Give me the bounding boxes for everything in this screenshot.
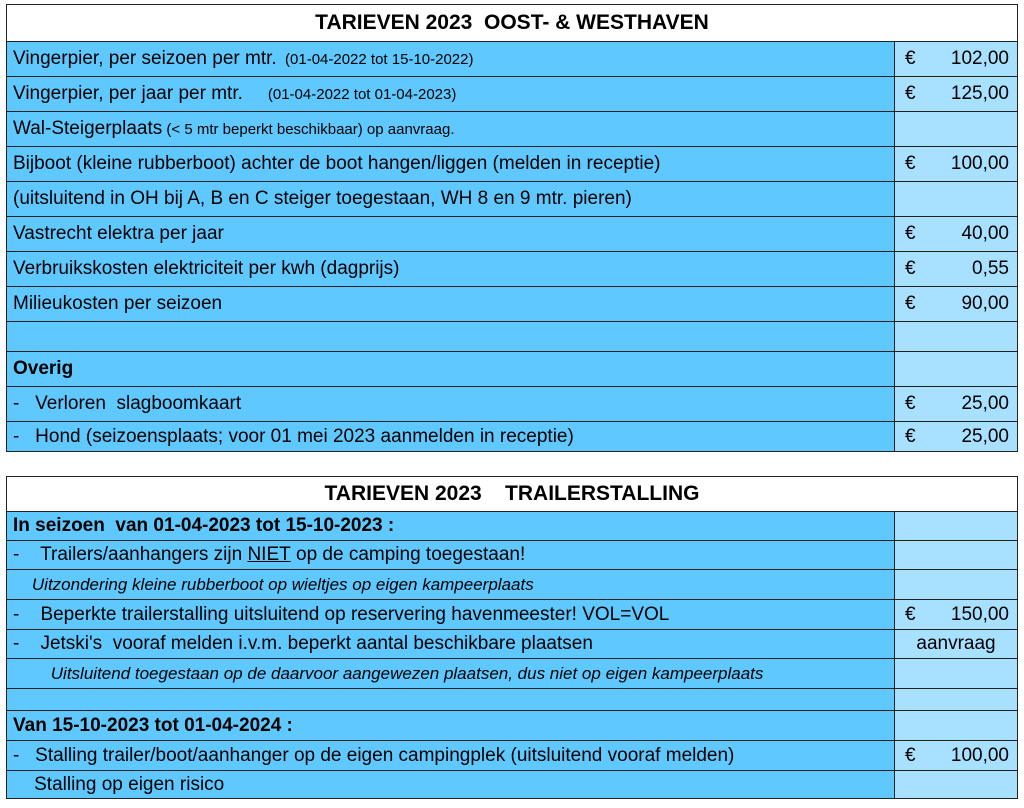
row-description — [7, 570, 895, 599]
currency-symbol: € — [905, 603, 916, 625]
row-description — [7, 182, 895, 216]
row-price — [895, 147, 1017, 181]
table-row — [7, 541, 1017, 570]
row-price — [895, 741, 1017, 770]
table-row — [7, 42, 1017, 77]
row-label: (uitsluitend in OH bij A, B en C steiger toegestaan, WH 8 en 9 mtr. pieren) — [13, 188, 632, 209]
price-amount: 102,00 — [950, 48, 1009, 69]
row-description — [7, 771, 895, 798]
price-amount: 90,00 — [961, 293, 1009, 314]
row-price — [895, 570, 1017, 599]
row-label-rest: op de camping toegestaan! — [290, 544, 526, 565]
row-price — [895, 217, 1017, 251]
currency-symbol: € — [905, 223, 916, 244]
harbour-rates-table — [6, 4, 1018, 452]
row-price — [895, 182, 1017, 216]
row-description — [7, 659, 895, 688]
section-heading — [7, 512, 895, 540]
row-description — [7, 287, 895, 321]
price-amount: 25,00 — [961, 393, 1009, 414]
row-label: Vingerpier, per seizoen per mtr. — [13, 48, 277, 69]
row-label: In seizoen van 01-04-2023 tot 15-10-2023 : — [13, 515, 395, 536]
row-price — [895, 541, 1017, 569]
row-label: Wal-Steigerplaats — [13, 118, 163, 139]
row-description — [7, 42, 895, 76]
row-label: Uitsluitend toegestaan op de daarvoor aangewezen plaatsen, dus niet op eigen kampeerplaats — [13, 663, 764, 683]
table-row — [7, 217, 1017, 252]
trailer-storage-title: TARIEVEN 2023 TRAILERSTALLING — [7, 477, 1017, 512]
price-amount: 25,00 — [961, 425, 1009, 447]
trailer-storage-table — [6, 476, 1018, 799]
section-heading — [7, 352, 895, 386]
table-row — [7, 570, 1017, 600]
harbour-rates-title: TARIEVEN 2023 OOST- & WESTHAVEN — [7, 5, 1017, 42]
table-row — [7, 600, 1017, 630]
row-label: - Hond (seizoensplaats; voor 01 mei 2023 aanmelden in receptie) — [13, 425, 574, 447]
row-label: Vastrecht elektra per jaar — [13, 223, 224, 244]
row-note: (01-04-2022 tot 01-04-2023) — [242, 85, 457, 103]
row-label: Vingerpier, per jaar per mtr. — [13, 83, 243, 104]
row-label: - Verloren slagboomkaart — [13, 393, 242, 414]
row-price — [895, 659, 1017, 688]
row-description — [7, 541, 895, 569]
row-description — [7, 252, 895, 286]
table-row — [7, 252, 1017, 287]
table-row-section-header — [7, 352, 1017, 387]
row-description — [7, 689, 895, 710]
row-description — [7, 741, 895, 770]
row-price — [895, 387, 1017, 421]
currency-symbol: € — [905, 393, 916, 414]
currency-symbol: € — [905, 425, 916, 447]
table-row — [7, 182, 1017, 217]
row-label: Overig — [13, 358, 74, 379]
table-row — [7, 659, 1017, 689]
row-label: - Jetski's vooraf melden i.v.m. beperkt aantal beschikbare plaatsen — [13, 633, 593, 654]
table-row — [7, 287, 1017, 322]
table-row-section-header — [7, 512, 1017, 541]
row-price — [895, 42, 1017, 76]
row-description — [7, 77, 895, 111]
status-text: aanvraag — [916, 633, 996, 654]
row-price — [895, 600, 1017, 629]
table-row — [7, 630, 1017, 659]
row-note: (01-04-2022 tot 15-10-2022) — [276, 50, 474, 68]
row-price — [895, 771, 1017, 798]
row-description — [7, 322, 895, 351]
emphasis-not: NIET — [247, 544, 291, 565]
row-label: Milieukosten per seizoen — [13, 293, 223, 314]
row-price — [895, 630, 1017, 658]
row-description — [7, 630, 895, 658]
row-price — [895, 322, 1017, 351]
row-price — [895, 77, 1017, 111]
row-note: (< 5 mtr beperkt beschikbaar) op aanvraag. — [162, 120, 455, 138]
row-description — [7, 112, 895, 146]
table-row-empty — [7, 322, 1017, 352]
row-price — [895, 512, 1017, 540]
row-price — [895, 689, 1017, 710]
table-row — [7, 741, 1017, 771]
row-label: Bijboot (kleine rubberboot) achter de boot hangen/liggen (melden in receptie) — [13, 153, 661, 174]
price-amount: 100,00 — [950, 744, 1009, 766]
row-price — [895, 422, 1017, 451]
section-heading — [7, 711, 895, 740]
currency-symbol: € — [905, 83, 916, 104]
row-label: Van 15-10-2023 tot 01-04-2024 : — [13, 714, 293, 736]
table-row-section-header — [7, 711, 1017, 741]
table-row — [7, 387, 1017, 422]
row-label: Verbruikskosten elektriciteit per kwh (dagprijs) — [13, 258, 400, 279]
row-label: Uitzondering kleine rubberboot op wieltjes op eigen kampeerplaats — [13, 574, 534, 594]
currency-symbol: € — [905, 258, 916, 279]
table-row — [7, 77, 1017, 112]
row-description — [7, 147, 895, 181]
row-description — [7, 387, 895, 421]
currency-symbol: € — [905, 293, 916, 314]
price-amount: 125,00 — [950, 83, 1009, 104]
price-amount: 40,00 — [961, 223, 1009, 244]
currency-symbol: € — [905, 744, 916, 766]
row-price — [895, 112, 1017, 146]
price-amount: 150,00 — [950, 603, 1009, 625]
row-price — [895, 252, 1017, 286]
table-row — [7, 771, 1017, 798]
table-row — [7, 422, 1017, 451]
row-label: - Beperkte trailerstalling uitsluitend op reservering havenmeester! VOL=VOL — [13, 603, 670, 625]
row-price — [895, 287, 1017, 321]
row-description — [7, 217, 895, 251]
row-description — [7, 422, 895, 451]
row-price — [895, 711, 1017, 740]
price-amount: 0,55 — [972, 258, 1009, 279]
currency-symbol: € — [905, 153, 916, 174]
row-label: Stalling op eigen risico — [13, 773, 225, 795]
row-label: - Trailers/aanhangers zijn — [13, 544, 248, 565]
table-row-empty — [7, 689, 1017, 711]
table-row — [7, 112, 1017, 147]
currency-symbol: € — [905, 48, 916, 69]
row-price — [895, 352, 1017, 386]
row-label: - Stalling trailer/boot/aanhanger op de eigen campingplek (uitsluitend vooraf melden) — [13, 744, 735, 766]
table-row — [7, 147, 1017, 182]
row-description — [7, 600, 895, 629]
price-amount: 100,00 — [950, 153, 1009, 174]
